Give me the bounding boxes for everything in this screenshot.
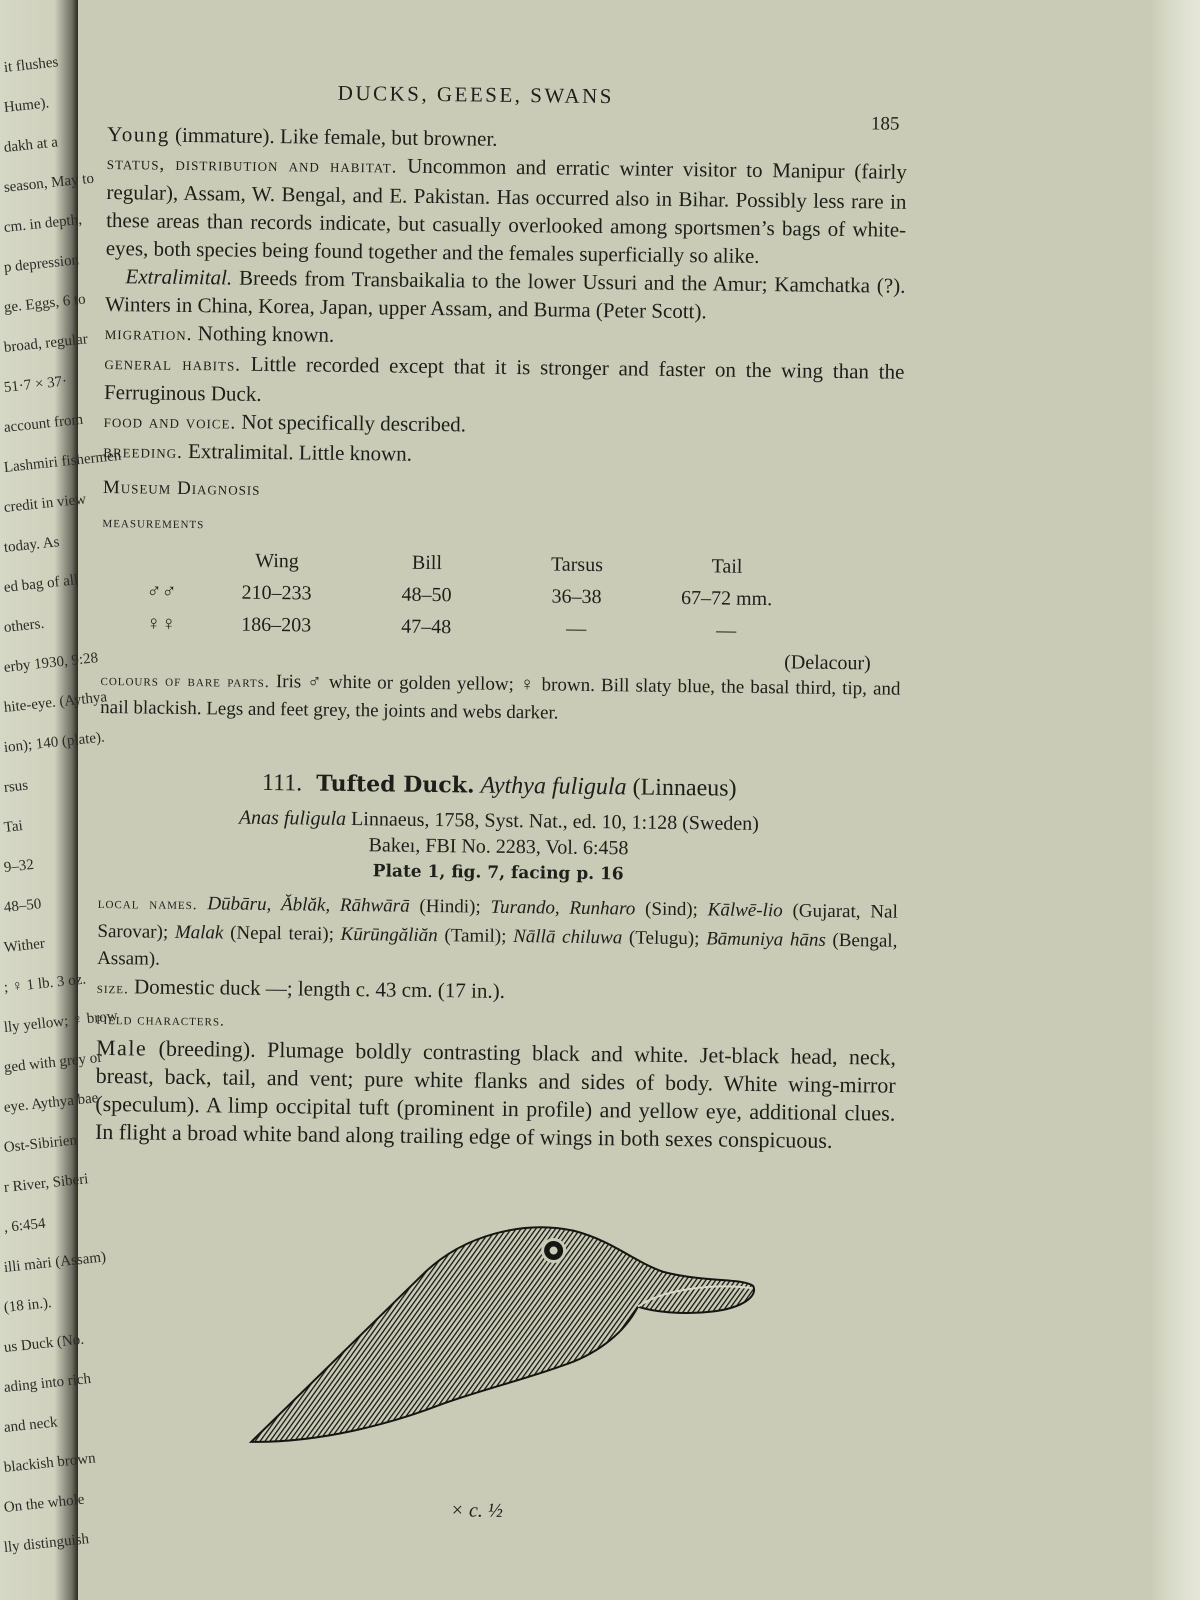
facing-page-fragment: illi màri (Assam) bbox=[3, 1249, 107, 1276]
table-cell: ♀♀ bbox=[146, 612, 177, 635]
facing-page-fragment: cm. in depth, bbox=[3, 211, 83, 236]
measurements-label: measurements bbox=[102, 514, 205, 533]
facing-page-fragment: Lashmiri fishermen bbox=[3, 447, 123, 476]
table-cell: 186–203 bbox=[241, 613, 312, 637]
facing-page-fragment: ion); 140 (plate). bbox=[3, 729, 106, 756]
facing-page-fragment: eye. Aythya bae bbox=[3, 1090, 100, 1116]
facing-page-fragment: account from bbox=[3, 411, 84, 436]
local-name-region: (Telugu); bbox=[622, 927, 707, 950]
facing-page-fragment: 51·7 × 37· bbox=[3, 373, 68, 396]
size-label: size. bbox=[96, 980, 129, 998]
species-common-name: Tufted Duck. bbox=[316, 770, 475, 799]
facing-page-fragment: credit in view bbox=[3, 491, 87, 516]
young-label: Young bbox=[107, 121, 170, 147]
museum-label: Museum Diagnosis bbox=[102, 476, 261, 500]
table-cell: 47–48 bbox=[401, 615, 452, 639]
breeding-text: Extralimital. Little known. bbox=[182, 438, 413, 466]
facing-page-fragment: broad, regular bbox=[3, 331, 89, 356]
table-header-cell: Tail bbox=[711, 555, 743, 578]
facing-page-fragment: dakh at a bbox=[3, 134, 59, 156]
measurements-table bbox=[121, 543, 802, 647]
table-header-cell: Tarsus bbox=[550, 553, 604, 577]
facing-page-fragment: rsus bbox=[3, 777, 29, 796]
measurement-credit: (Delacour) bbox=[784, 651, 871, 675]
table-cell: 48–50 bbox=[401, 583, 452, 607]
food-text: Not specifically described. bbox=[236, 409, 467, 437]
facing-page-fragment: hite-eye. (Aythya bbox=[3, 689, 108, 716]
migration-label: migration. bbox=[104, 322, 193, 346]
table-cell: — bbox=[716, 619, 737, 642]
facing-page-fragment: Ost-Sibirien bbox=[3, 1132, 78, 1156]
table-header-cell: Wing bbox=[255, 549, 299, 573]
book-page bbox=[90, 70, 908, 1580]
synonym-ref: Linnaeus, 1758, Syst. Nat., ed. 10, 1:128 (Sweden) bbox=[345, 807, 759, 836]
facing-page-fragment: Wither bbox=[3, 935, 46, 956]
local-name-region: (Nepal terai); bbox=[223, 922, 341, 945]
local-name: Turando, Runharo bbox=[490, 896, 636, 920]
local-name-region: (Sind); bbox=[635, 898, 708, 921]
facing-page-fragment: ge. Eggs, 6 to bbox=[3, 291, 87, 316]
extralimital-paragraph bbox=[105, 262, 906, 328]
facing-page-fragment: lly yellow; ♀ brow bbox=[3, 1008, 119, 1036]
status-text: Uncommon and erratic winter visitor to Manipur (fairly regular), Assam, W. Bengal, and E. Pakistan. Has occurred also in Bihar. Possibly less rare in these areas than records indicate, but casually overlooked among sportsmen’s bags of white-eyes, both species being found together and the females superficially so alike. bbox=[105, 153, 907, 268]
facing-page-fragment: season, May to bbox=[3, 170, 95, 196]
local-name: Kūrūngăliăn bbox=[340, 923, 438, 947]
habits-text: Little recorded except that it is stronger and faster on the wing than the Ferruginous Duck. bbox=[103, 351, 905, 406]
local-name: Nāllā chiluwa bbox=[513, 926, 623, 949]
colours-paragraph bbox=[100, 666, 901, 731]
facing-page-fragment: erby 1930, 9:28 bbox=[3, 650, 99, 676]
tufted-duck-head-illustration bbox=[241, 1202, 764, 1468]
facing-page-fragment: others. bbox=[3, 615, 45, 636]
table-cell: 210–233 bbox=[241, 581, 312, 605]
facing-page-fragment: Hume). bbox=[3, 95, 50, 116]
museum-heading bbox=[103, 472, 903, 512]
habits-label: general habits. bbox=[104, 352, 242, 376]
page-number: 185 bbox=[870, 113, 900, 135]
facing-page-fragment: 9–32 bbox=[3, 856, 35, 876]
facing-page-fragment: (18 in.). bbox=[3, 1295, 53, 1316]
facing-page-fragment: it flushes bbox=[3, 54, 60, 76]
facing-page-fragment: On the whole bbox=[3, 1491, 86, 1516]
colours-text: Iris ♂ white or golden yellow; ♀ brown. Bill slaty blue, the basal third, tip, and nail blackish. Legs and feet grey, the joints and webs darker. bbox=[100, 671, 901, 724]
local-name: Dūbāru, Ăblăk, Rāhwārā bbox=[207, 893, 410, 917]
facing-page-fragment: us Duck (No. bbox=[3, 1331, 85, 1356]
plate-reference: Plate 1, fig. 7, facing p. 16 bbox=[372, 861, 624, 885]
migration-text: Nothing known. bbox=[192, 321, 335, 347]
page-stack-edge bbox=[1150, 0, 1200, 1600]
species-number: 111. bbox=[261, 769, 303, 797]
table-cell: — bbox=[566, 617, 587, 640]
table-cell: 36–38 bbox=[551, 585, 602, 609]
measurements-heading bbox=[102, 506, 902, 547]
facing-page-fragment: ed bag of all bbox=[3, 572, 79, 596]
extralimital-label: Extralimital. bbox=[125, 264, 233, 290]
habits-paragraph bbox=[104, 348, 905, 416]
facing-page-fragment: blackish brown bbox=[3, 1450, 97, 1476]
food-label: food and voice. bbox=[103, 410, 237, 434]
colours-label: colours of bare parts. bbox=[100, 671, 270, 692]
young-text: (immature). Like female, but browner. bbox=[169, 122, 498, 151]
table-header-cell bbox=[122, 543, 202, 576]
facing-page-fragment: ading into rich bbox=[3, 1370, 92, 1396]
male-description bbox=[95, 1034, 896, 1156]
status-label: status, distribution and habitat. bbox=[106, 152, 398, 178]
running-title: DUCKS, GEESE, SWANS bbox=[337, 80, 615, 109]
synonym-name: Anas fuligula bbox=[238, 806, 347, 830]
table-header-cell: Bill bbox=[411, 551, 443, 575]
male-label: Male bbox=[95, 1034, 148, 1061]
local-name-region: (Gujarat, Nal Sarovar); bbox=[97, 900, 898, 943]
local-names-label: local names. bbox=[97, 895, 198, 914]
facing-page-fragment: 48–50 bbox=[3, 896, 43, 916]
extralimital-text: Breeds from Transbaikalia to the lower Ussuri and the Amur; Kamchatka (?). Winters in China, Korea, Japan, upper Assam, and Burma (Peter Scott). bbox=[104, 265, 906, 324]
size-text: Domestic duck —; length c. 43 cm. (17 in.). bbox=[128, 974, 506, 1003]
facing-page-fragment: Tai bbox=[3, 818, 24, 836]
breeding-label: breeding. bbox=[103, 440, 183, 463]
local-name-region: (Bengal, Assam). bbox=[97, 929, 898, 970]
table-cell: 67–72 mm. bbox=[680, 587, 773, 611]
local-name-region: (Hindi); bbox=[409, 895, 491, 918]
facing-page-fragment: and neck bbox=[3, 1414, 59, 1436]
field-characters-label: field characters. bbox=[96, 1011, 225, 1030]
local-name-region: (Tamil); bbox=[437, 925, 514, 948]
facing-page-fragment: today. As bbox=[3, 534, 61, 556]
species-scientific-name: Aythya fuligula bbox=[480, 772, 627, 801]
facing-page-fragment: r River, Siberi bbox=[3, 1171, 90, 1196]
local-name: Kālwē-lio bbox=[707, 899, 783, 922]
facing-page-fragment: , 6:454 bbox=[3, 1215, 47, 1236]
facing-page-fragment: ; ♀ 1 lb. 3 oz. bbox=[3, 971, 87, 996]
table-cell: ♂♂ bbox=[146, 580, 177, 603]
local-name: Malak bbox=[174, 921, 224, 944]
facing-page-fragment: ged with grey or bbox=[3, 1049, 103, 1076]
scale-note: × c. ½ bbox=[450, 1499, 503, 1522]
fbi-reference: Bakeı, FBI No. 2283, Vol. 6:458 bbox=[368, 834, 629, 860]
status-paragraph bbox=[106, 148, 907, 272]
species-author: (Linnaeus) bbox=[626, 774, 737, 802]
facing-page-fragment: lly distinguish bbox=[3, 1531, 90, 1556]
facing-page-fragment: p depression bbox=[3, 252, 80, 276]
male-text: (breeding). Plumage boldly contrasting black and white. Jet-black head, neck, breast, back, tail, and vent; pure white flanks and sides of body. White wing-mirror (speculum). A limp occipital tuft (prominent in profile) and yellow eye, additional clues. In flight a broad white band along trailing edge of wings in both sexes conspicuous. bbox=[94, 1035, 897, 1153]
local-name: Bāmuniya hāns bbox=[706, 928, 826, 951]
species-heading bbox=[99, 765, 899, 807]
local-names-paragraph bbox=[97, 889, 898, 982]
